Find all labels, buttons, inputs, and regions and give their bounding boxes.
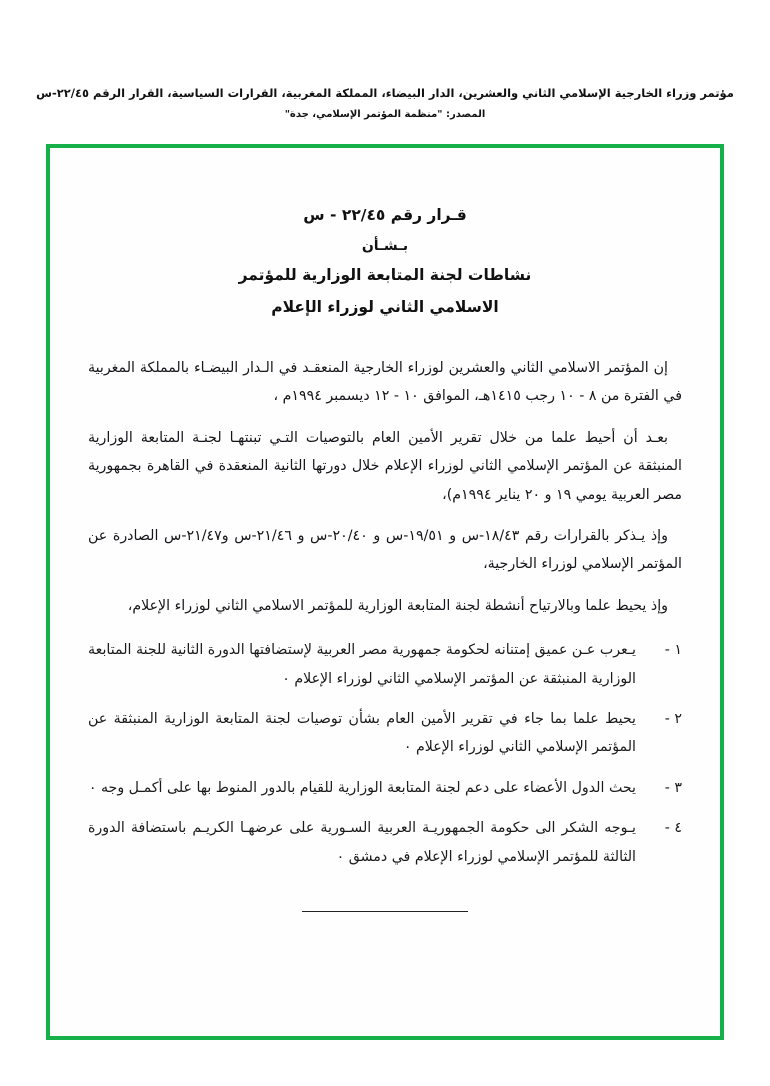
page-header <box>0 84 770 120</box>
resolution-subject-line-2: الاسلامي الثاني لوزراء الإعلام <box>271 298 499 317</box>
list-item-number: ٣ - <box>664 779 682 796</box>
end-of-document-rule-wrap <box>88 897 682 916</box>
header-citation-line: مؤتمر وزراء الخارجية الإسلامي الثاني والعشرين، الدار البيضاء، المملكة المغربية، القرارات السياسية، القرار الرقم ٢٢/٤٥-س <box>36 86 734 100</box>
resolution-title-block <box>88 200 682 324</box>
resolution-subject-label: بـشـأن <box>361 237 409 254</box>
resolution-number: قـرار رقم ٢٢/٤٥ - س <box>303 206 467 224</box>
list-item <box>88 636 682 693</box>
preamble-block <box>88 354 682 620</box>
preamble-paragraph-3: وإذ يـذكر بالقرارات رقم ١٨/٤٣-س و ١٩/٥١-س و ٢٠/٤٠-س و ٢١/٤٦-س و٢١/٤٧-س الصادرة عن المؤتمر الإسلامي لوزراء الخارجية، <box>88 528 682 573</box>
horizontal-rule <box>302 911 468 912</box>
list-item-text: يحيط علما بما جاء في تقرير الأمين العام بشأن توصيات لجنة المتابعة الوزارية المنبثقة عن المؤتمر الإسلامي الثاني لوزراء الإعلام ٠ <box>88 711 636 756</box>
list-item-text: يحث الدول الأعضاء على دعم لجنة المتابعة الوزارية للقيام بالدور المنوط بها على أكمـل وجه ٠ <box>88 779 636 796</box>
header-source-line: المصدر: "منظمة المؤتمر الإسلامي، جدة" <box>284 109 486 121</box>
list-item-number: ٤ - <box>664 820 682 837</box>
list-item <box>88 814 682 871</box>
preamble-paragraph-4: وإذ يحيط علما وبالارتياح أنشطة لجنة المتابعة الوزارية للمؤتمر الاسلامي الثاني لوزراء الإعلام، <box>127 597 668 614</box>
preamble-paragraph-2: بعـد أن أحيط علما من خلال تقرير الأمين العام بالتوصيات التـي تبنتهـا لجنـة المتابعة الوزارية المنبثقة عن المؤتمر الإسلامي الثاني لوزراء الإعلام خلال دورتها الثانية المنعقدة في القاهرة بجمهورية مصر العربية يومي ١٩ و ٢٠ يناير ١٩٩٤م)، <box>88 429 682 503</box>
list-item <box>88 774 682 802</box>
list-item <box>88 705 682 762</box>
document-frame <box>46 144 724 1040</box>
preamble-paragraph-1: إن المؤتمر الاسلامي الثاني والعشرين لوزراء الخارجية المنعقـد في الـدار البيضـاء بالمملكة المغربية في الفترة من ٨ - ١٠ رجب ١٤١٥هـ، الموافق ١٠ - ١٢ ديسمبر ١٩٩٤م ، <box>88 359 682 405</box>
document-body <box>88 200 682 1016</box>
resolution-items-list <box>88 636 682 871</box>
resolution-subject-line-1: نشاطات لجنة المتابعة الوزارية للمؤتمر <box>238 266 532 285</box>
list-item-number: ١ - <box>664 642 682 659</box>
list-item-text: يـعرب عـن عميق إمتنانه لحكومة جمهورية مصر العربية لإستضافتها الدورة الثانية للجنة المتابعة الوزارية المنبثقة عن المؤتمر الإسلامي الثاني لوزراء الإعلام ٠ <box>88 642 636 687</box>
list-item-text: يـوجه الشكر الى حكومة الجمهوريـة العربية السـورية على عرضهـا الكريـم باستضافة الدورة الثالثة للمؤتمر الإسلامي لوزراء الإعلام في دمشق ٠ <box>88 820 636 865</box>
list-item-number: ٢ - <box>664 711 682 728</box>
